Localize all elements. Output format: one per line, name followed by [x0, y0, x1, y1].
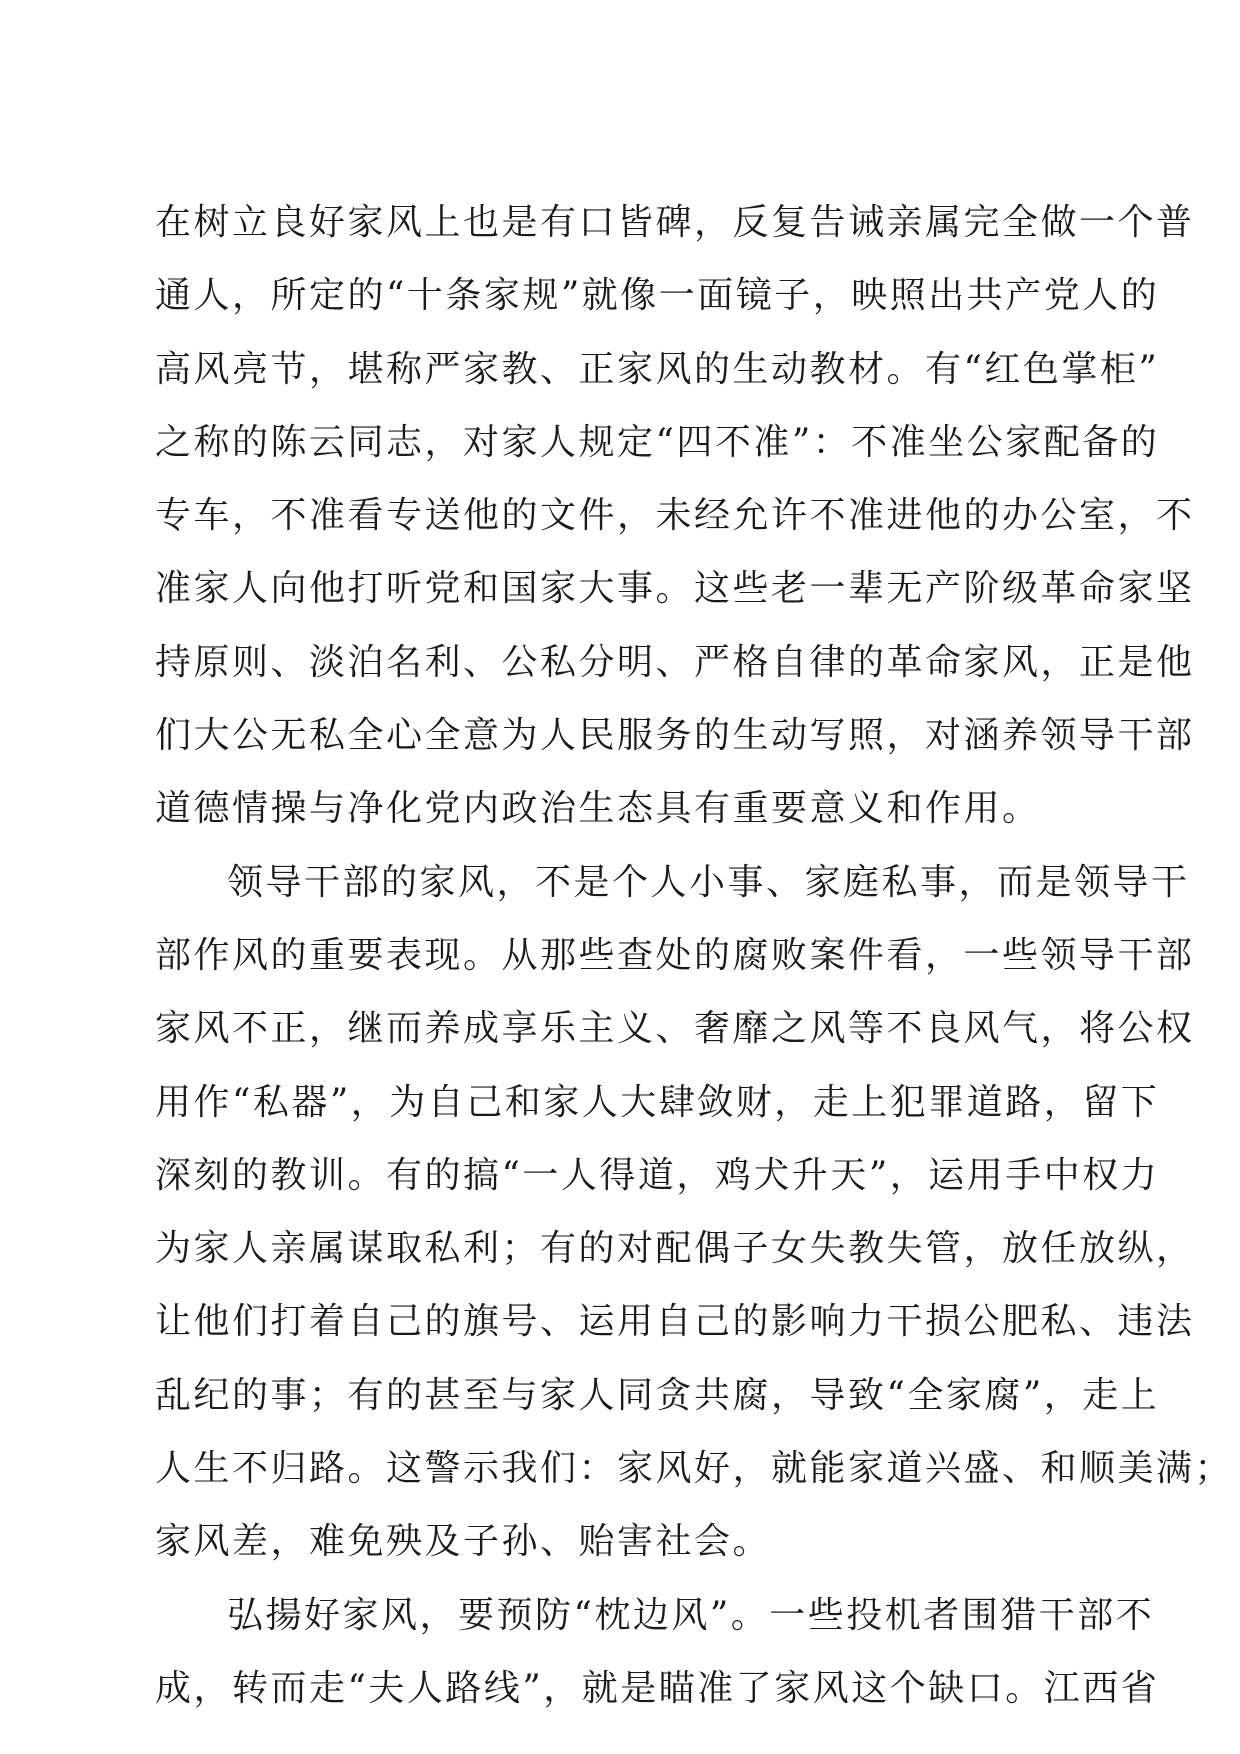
text-line: 为家人亲属谋取私利；有的对配偶子女失教失管，放任放纵， [155, 1228, 1195, 1270]
text-line: 部作风的重要表现。从那些查处的腐败案件看，一些领导干部 [155, 934, 1195, 976]
text-line: 道德情操与净化党内政治生态具有重要意义和作用。 [155, 788, 1041, 830]
text-line: 深刻的教训。有的搞“一人得道，鸡犬升天”，运用手中权力 [155, 1154, 1160, 1196]
text-line: 弘揚好家风，要预防“枕边风”。一些投机者围猎干部不 [227, 1594, 1155, 1636]
text-line: 用作“私器”，为自己和家人大肆敛财，走上犯罪道路，留下 [155, 1081, 1160, 1123]
paragraph-2 [155, 846, 1234, 1579]
text-line: 准家人向他打听党和国家大事。这些老一辈无产阶级革命家坚 [155, 568, 1195, 610]
document-body [155, 186, 1234, 1725]
paragraph-1 [155, 186, 1195, 846]
text-line: 让他们打着自己的旗号、运用自己的影响力干损公肥私、违法 [155, 1301, 1195, 1343]
paragraph-3 [155, 1579, 1160, 1726]
text-line: 通人，所定的“十条家规”就像一面镜子，映照出共产党人的 [155, 275, 1160, 317]
text-line: 乱纪的事；有的甚至与家人同贪共腐，导致“全家腐”，走上 [155, 1374, 1160, 1416]
text-line: 们大公无私全心全意为人民服务的生动写照，对涵养领导干部 [155, 715, 1195, 757]
text-line: 家风差，难免殃及子孙、贻害社会。 [155, 1521, 772, 1563]
text-line: 高风亮节，堪称严家教、正家风的生动教材。有“红色掌柜” [155, 348, 1160, 390]
text-line: 之称的陈云同志，对家人规定“四不准”：不准坐公家配备的 [155, 421, 1160, 463]
text-line: 在树立良好家风上也是有口皆碑，反复告诫亲属完全做一个普 [155, 202, 1195, 243]
text-line: 人生不归路。这警示我们：家风好，就能家道兴盛、和顺美满； [155, 1448, 1234, 1490]
text-line: 家风不正，继而养成享乐主义、奢靡之风等不良风气，将公权 [155, 1008, 1195, 1050]
text-line: 专车，不准看专送他的文件，未经允许不准进他的办公室，不 [155, 495, 1195, 537]
text-line: 成，转而走“夫人路线”，就是瞄准了家风这个缺口。江西省 [155, 1667, 1160, 1709]
text-line: 领导干部的家风，不是个人小事、家庭私事，而是领导干 [227, 861, 1190, 903]
text-line: 持原则、淡泊名利、公私分明、严格自律的革命家风，正是他 [155, 641, 1195, 683]
